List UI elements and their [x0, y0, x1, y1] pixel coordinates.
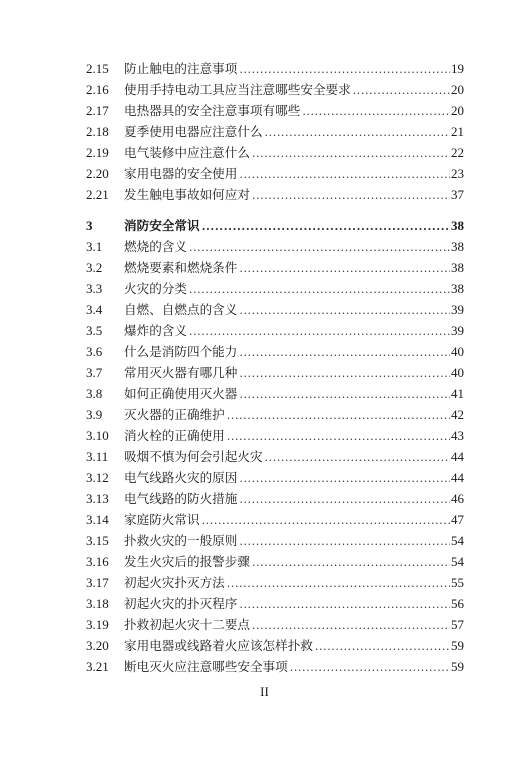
toc-entry-title: 夏季使用电器应注意什么	[124, 124, 263, 139]
toc-entry-page: 55	[451, 575, 464, 590]
toc-leader-dots	[239, 59, 450, 80]
toc-entry-number: 3.8	[86, 386, 103, 401]
toc-entry-number: 3.9	[86, 407, 103, 422]
toc-entry-page: 21	[451, 124, 464, 139]
toc-entry-page: 20	[451, 82, 464, 97]
toc-entry-title: 爆炸的含义	[124, 323, 187, 338]
toc-leader-dots	[202, 510, 450, 531]
toc-entry[interactable]	[86, 163, 464, 184]
toc-leader-dots	[239, 258, 450, 279]
toc-entry-title: 初起火灾扑灭方法	[124, 575, 225, 590]
toc-entry-number: 3.21	[86, 659, 109, 674]
toc-entry-title: 吸烟不慎为何会引起火灾	[124, 449, 263, 464]
toc-leader-dots	[290, 657, 450, 678]
toc-leader-dots	[227, 405, 450, 426]
toc-entry-page: 39	[451, 323, 464, 338]
toc-leader-dots	[239, 363, 450, 384]
toc-entry[interactable]	[86, 404, 464, 425]
toc-entry[interactable]	[86, 551, 464, 572]
toc-leader-dots	[252, 143, 450, 164]
table-of-contents	[86, 58, 464, 677]
toc-leader-dots	[239, 468, 450, 489]
toc-entry-page: 41	[451, 386, 464, 401]
toc-entry-page: 22	[451, 145, 464, 160]
toc-entry[interactable]	[86, 509, 464, 530]
toc-entry-page: 54	[451, 533, 464, 548]
toc-leader-dots	[239, 594, 450, 615]
toc-entry[interactable]	[86, 614, 464, 635]
toc-entry-title: 初起火灾的扑灭程序	[124, 596, 238, 611]
toc-entry[interactable]	[86, 572, 464, 593]
toc-entry-title: 火灾的分类	[124, 281, 187, 296]
toc-leader-dots	[239, 531, 450, 552]
toc-entry[interactable]	[86, 656, 464, 677]
toc-entry-number: 2.21	[86, 187, 109, 202]
toc-entry-title: 使用手持电动工具应当注意哪些安全要求	[124, 82, 351, 97]
toc-entry-page: 40	[451, 365, 464, 380]
toc-entry-number: 3.5	[86, 323, 103, 338]
toc-leader-dots	[252, 185, 450, 206]
toc-entry-title: 电气线路的防火措施	[124, 491, 238, 506]
toc-entry-page: 44	[451, 449, 464, 464]
toc-entry[interactable]	[86, 341, 464, 362]
toc-entry-page: 59	[451, 659, 464, 674]
page-footer-number: II	[260, 684, 269, 699]
toc-entry-title: 电气线路火灾的原因	[124, 470, 238, 485]
toc-entry-number: 2.19	[86, 145, 109, 160]
toc-entry[interactable]	[86, 184, 464, 205]
toc-leader-dots	[202, 216, 450, 237]
toc-entry-number: 2.16	[86, 82, 109, 97]
toc-entry-title: 消火栓的正确使用	[124, 428, 225, 443]
toc-entry-title: 灭火器的正确维护	[124, 407, 225, 422]
toc-entry[interactable]	[86, 320, 464, 341]
toc-entry[interactable]	[86, 446, 464, 467]
toc-entry-number: 3.2	[86, 260, 103, 275]
toc-entry-page: 56	[451, 596, 464, 611]
toc-leader-dots	[252, 615, 450, 636]
toc-entry-title: 发生火灾后的报警步骤	[124, 554, 250, 569]
toc-entry[interactable]	[86, 593, 464, 614]
toc-entry-title: 发生触电事故如何应对	[124, 187, 250, 202]
toc-entry-page: 42	[451, 407, 464, 422]
toc-entry-number: 2.20	[86, 166, 109, 181]
toc-entry-number: 3.14	[86, 512, 109, 527]
toc-entry-page: 46	[451, 491, 464, 506]
toc-leader-dots	[227, 426, 450, 447]
toc-section-3	[86, 236, 464, 677]
toc-entry-number: 3.1	[86, 239, 103, 254]
toc-entry-page: 38	[451, 218, 464, 233]
toc-entry-number: 3.13	[86, 491, 109, 506]
toc-entry-number: 3	[86, 218, 93, 233]
toc-leader-dots	[353, 80, 450, 101]
toc-leader-dots	[189, 321, 450, 342]
toc-entry[interactable]	[86, 425, 464, 446]
toc-entry-title: 电气装修中应注意什么	[124, 145, 250, 160]
toc-entry-number: 3.19	[86, 617, 109, 632]
toc-entry-page: 43	[451, 428, 464, 443]
toc-entry-title: 家用电器或线路着火应该怎样扑救	[124, 638, 313, 653]
toc-leader-dots	[189, 279, 450, 300]
toc-entry[interactable]	[86, 236, 464, 257]
toc-entry[interactable]	[86, 530, 464, 551]
toc-entry-page: 39	[451, 302, 464, 317]
toc-entry[interactable]	[86, 79, 464, 100]
toc-entry-page: 23	[451, 166, 464, 181]
toc-entry-title: 如何正确使用灭火器	[124, 386, 238, 401]
toc-section-2	[86, 58, 464, 205]
toc-entry-number: 3.20	[86, 638, 109, 653]
toc-entry-title: 扑救火灾的一般原则	[124, 533, 238, 548]
toc-entry-title: 燃烧的含义	[124, 239, 187, 254]
toc-entry-page: 37	[451, 187, 464, 202]
toc-entry-page: 19	[451, 61, 464, 76]
toc-entry-title: 常用灭火器有哪几种	[124, 365, 238, 380]
toc-entry-number: 3.17	[86, 575, 109, 590]
toc-leader-dots	[315, 636, 450, 657]
toc-entry-title: 消防安全常识	[124, 218, 200, 233]
toc-entry[interactable]	[86, 488, 464, 509]
toc-entry-page: 47	[451, 512, 464, 527]
toc-entry-number: 3.3	[86, 281, 103, 296]
toc-leader-dots	[265, 122, 450, 143]
toc-entry-title: 电热器具的安全注意事项有哪些	[124, 103, 301, 118]
toc-leader-dots	[239, 164, 450, 185]
toc-entry[interactable]	[86, 278, 464, 299]
toc-entry-number: 3.10	[86, 428, 109, 443]
toc-entry-page: 44	[451, 470, 464, 485]
toc-entry[interactable]	[86, 383, 464, 404]
toc-entry-number: 3.16	[86, 554, 109, 569]
toc-entry-number: 3.15	[86, 533, 109, 548]
toc-entry-page: 38	[451, 260, 464, 275]
toc-entry-number: 2.15	[86, 61, 109, 76]
toc-entry[interactable]	[86, 467, 464, 488]
toc-leader-dots	[227, 573, 450, 594]
toc-leader-dots	[239, 300, 450, 321]
toc-entry-number: 3.18	[86, 596, 109, 611]
toc-entry-number: 2.18	[86, 124, 109, 139]
toc-chapter-heading[interactable]	[86, 215, 464, 236]
toc-leader-dots	[302, 101, 450, 122]
toc-entry[interactable]	[86, 142, 464, 163]
toc-entry-title: 燃烧要素和燃烧条件	[124, 260, 238, 275]
toc-entry-page: 57	[451, 617, 464, 632]
toc-entry[interactable]	[86, 635, 464, 656]
toc-leader-dots	[189, 237, 450, 258]
toc-entry-title: 断电灭火应注意哪些安全事项	[124, 659, 288, 674]
toc-entry-title: 家用电器的安全使用	[124, 166, 238, 181]
toc-entry[interactable]	[86, 121, 464, 142]
toc-entry[interactable]	[86, 257, 464, 278]
toc-entry[interactable]	[86, 100, 464, 121]
toc-entry-title: 自燃、自燃点的含义	[124, 302, 238, 317]
toc-leader-dots	[265, 447, 450, 468]
toc-entry-number: 2.17	[86, 103, 109, 118]
toc-entry[interactable]	[86, 362, 464, 383]
toc-leader-dots	[239, 342, 450, 363]
toc-entry-title: 家庭防火常识	[124, 512, 200, 527]
toc-leader-dots	[239, 489, 450, 510]
toc-entry-page: 40	[451, 344, 464, 359]
toc-entry-number: 3.7	[86, 365, 103, 380]
toc-leader-dots	[252, 552, 450, 573]
toc-entry[interactable]	[86, 299, 464, 320]
toc-entry-number: 3.11	[86, 449, 109, 464]
toc-entry-page: 54	[451, 554, 464, 569]
toc-leader-dots	[239, 384, 450, 405]
toc-entry-page: 38	[451, 281, 464, 296]
toc-entry-page: 38	[451, 239, 464, 254]
toc-entry-page: 59	[451, 638, 464, 653]
toc-entry-number: 3.4	[86, 302, 103, 317]
toc-entry-title: 扑救初起火灾十二要点	[124, 617, 250, 632]
toc-entry-title: 防止触电的注意事项	[124, 61, 238, 76]
toc-entry-number: 3.6	[86, 344, 103, 359]
toc-entry-number: 3.12	[86, 470, 109, 485]
toc-entry-title: 什么是消防四个能力	[124, 344, 238, 359]
toc-entry[interactable]	[86, 58, 464, 79]
toc-entry-page: 20	[451, 103, 464, 118]
